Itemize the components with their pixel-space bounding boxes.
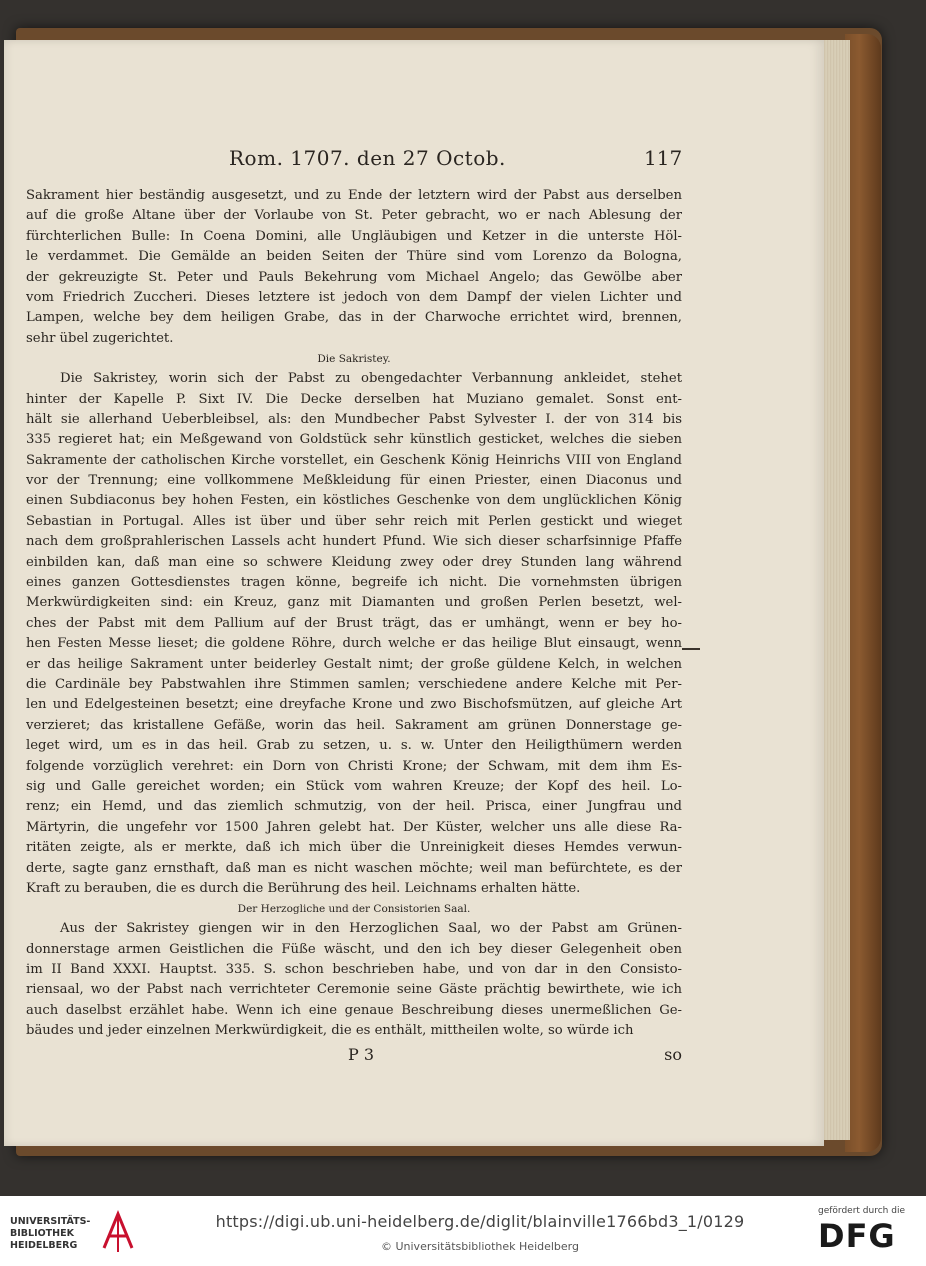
text-line: vor der Trennung; eine vollkommene Meßkleidung für einen Priester, einen Diaconus und [26,473,682,489]
text-line: im II Band XXXI. Hauptst. 335. S. schon beschrieben habe, und von dar in den Consisto- [26,962,682,978]
library-emblem-icon [98,1208,138,1256]
margin-mark [682,648,700,650]
text-line: eines ganzen Gottesdienstes tragen könne, begreife ich nicht. Die vornehmsten übrigen [26,575,682,591]
text-line: vom Friedrich Zuccheri. Dieses letztere ist jedoch von dem Dampf der vielen Lichter und [26,289,682,305]
text-line: verzieret; das kristallene Gefäße, worin das heil. Sakrament am grünen Donnerstage ge- [26,717,682,733]
page-number: 117 [644,146,683,170]
catchword: so [664,1044,682,1064]
text-line: einbilden kan, daß man eine so schwere Kleidung zwey oder drey Stunden lang während [26,554,682,570]
text-line: auch daselbst erzählet habe. Wenn ich eine genaue Beschreibung dieses unermeßlichen Ge- [26,1002,682,1018]
page-body [26,186,682,1068]
text-line: die Cardinäle bey Pabstwahlen ihre Stimmen samlen; verschiedene andere Kelche mit Per- [26,676,682,692]
dfg-logo-text: DFG [818,1217,896,1255]
text-line: auf die große Altane über der Vorlaube von St. Peter gebracht, wo er nach Ablesung der [26,208,682,224]
university-library-logo[interactable] [10,1208,150,1256]
text-line: Merkwürdigkeiten sind: ein Kreuz, ganz mit Diamanten und großen Perlen besetzt, wel- [26,595,682,611]
text-line: bäudes und jeder einzelnen Merkwürdigkeit, die es enthält, mittheilen wolte, so würde ich [26,1023,634,1039]
text-line: fürchterlichen Bulle: In Coena Domini, alle Ungläubigen und Ketzer in die unterste Höl- [26,228,682,244]
text-line: folgende vorzüglich verehret: ein Dorn von Christi Krone; der Schwam, mit dem ihm Es- [26,758,682,774]
permalink-url[interactable]: https://digi.ub.uni-heidelberg.de/diglit/blainville1766bd3_1/0129 [215,1212,745,1231]
text-line: Sakrament hier beständig ausgesetzt, und zu Ende der letztern wird der Pabst aus derselben [26,188,682,203]
funder-note: gefördert durch die [818,1206,905,1216]
logo-line-3: HEIDELBERG [10,1240,78,1251]
text-line: Märtyrin, die ungefehr vor 1500 Jahren gelebt hat. Der Küster, welcher uns alle diese Ra- [26,819,682,835]
text-line: Sakramente der catholischen Kirche vorstellet, ein Geschenk König Heinrichs VIII von England [26,452,682,468]
text-line: hen Festen Messe lieset; die goldene Röhre, durch welche er das heilige Blut einsaugt, wenn [26,636,682,652]
book-page [4,40,824,1146]
paragraph-3 [26,919,682,1041]
page-edges [820,40,850,1140]
text-line: er das heilige Sakrament unter beiderley Gestalt nimt; der große güldene Kelch, in welchen [26,656,682,672]
copyright-notice: © Universitätsbibliothek Heidelberg [380,1240,579,1253]
text-line: einen Subdiaconus bey hohen Festen, ein köstliches Geschenke von dem unglücklichen König [26,493,682,509]
text-line: Aus der Sakristey giengen wir in den Herzoglichen Saal, wo der Pabst am Grünen- [60,921,682,937]
logo-line-2: BIBLIOTHEK [10,1228,74,1239]
logo-line-1: UNIVERSITÄTS- [10,1216,91,1227]
text-line: riensaal, wo der Pabst nach verrichteter Ceremonie seine Gäste prächtig bewirthete, wie ich [26,982,682,998]
text-line: 335 regieret hat; ein Meßgewand von Goldstück sehr künstlich gesticket, welches die sieben [26,432,682,448]
text-line: ritäten zeigte, als er merkte, daß ich mich über die Unreinigkeit dieses Hemdes verwun- [26,840,682,856]
text-line: len und Edelgesteinen besetzt; eine dreyfache Krone und zwo Bischofsmützen, auf gleiche Art [26,697,682,713]
book-spine-edge [845,34,881,1152]
text-line: nach dem großprahlerischen Lassels acht hundert Pfund. Wie sich dieser scharfsinnige Pfaffe [26,534,682,550]
text-line: le verdammet. Die Gemälde an beiden Seiten der Thüre sind vom Lorenzo da Bologna, [26,249,682,265]
page-foot [26,1042,682,1068]
text-line: sig und Galle gereichet worden; ein Stück vom wahren Kreuze; der Kopf des heil. Lo- [26,778,682,794]
dfg-funder-logo[interactable] [818,1206,918,1260]
text-line: donnerstage armen Geistlichen die Füße wäscht, und den ich bey dieser Gelegenheit oben [26,941,682,957]
section-heading-saal: Der Herzogliche und der Consistorien Saal. [237,903,471,916]
text-line: Die Sakristey, worin sich der Pabst zu obengedachter Verbannung ankleidet, stehet [60,371,682,387]
text-line: derte, sagte ganz ernsthaft, daß man es nicht waschen möchte; weil man befürchtete, es der [26,860,682,876]
text-line: hält sie allerhand Ueberbleibsel, als: den Mundbecher Pabst Sylvester I. der von 314 bis [26,411,682,427]
text-line: Sebastian in Portugal. Alles ist über und über sehr reich mit Perlen gestickt und wieget [26,513,682,529]
text-line: der gekreuzigte St. Peter und Pauls Bekehrung vom Michael Angelo; das Gewölbe aber [26,269,682,285]
text-line: sehr übel zugerichtet. [26,330,174,346]
paragraph-1 [26,186,682,349]
running-head: Rom. 1707. den 27 Octob. [229,146,506,170]
text-line: ches der Pabst mit dem Pallium auf der Brust trägt, das er umhängt, wenn er bey ho- [26,615,682,631]
signature-mark: P 3 [348,1044,375,1064]
text-line: Lampen, welche bey dem heiligen Grabe, das in der Charwoche errichtet wird, brennen, [26,310,682,326]
text-line: renz; ein Hemd, und das ziemlich schmutzig, von der heil. Prisca, einer Jungfrau und [26,799,682,815]
paragraph-2 [26,369,682,899]
text-line: leget wird, um es in das heil. Grab zu setzen, u. s. w. Unter den Heiligthümern werden [26,738,682,754]
viewer-footer-bar [0,1196,926,1266]
text-line: Kraft zu berauben, die es durch die Berührung des heil. Leichnams erhalten hätte. [26,880,581,896]
text-line: hinter der Kapelle P. Sixt IV. Die Decke derselben hat Muziano gemalet. Sonst ent- [26,391,682,407]
section-heading-sakristey: Die Sakristey. [317,353,391,366]
